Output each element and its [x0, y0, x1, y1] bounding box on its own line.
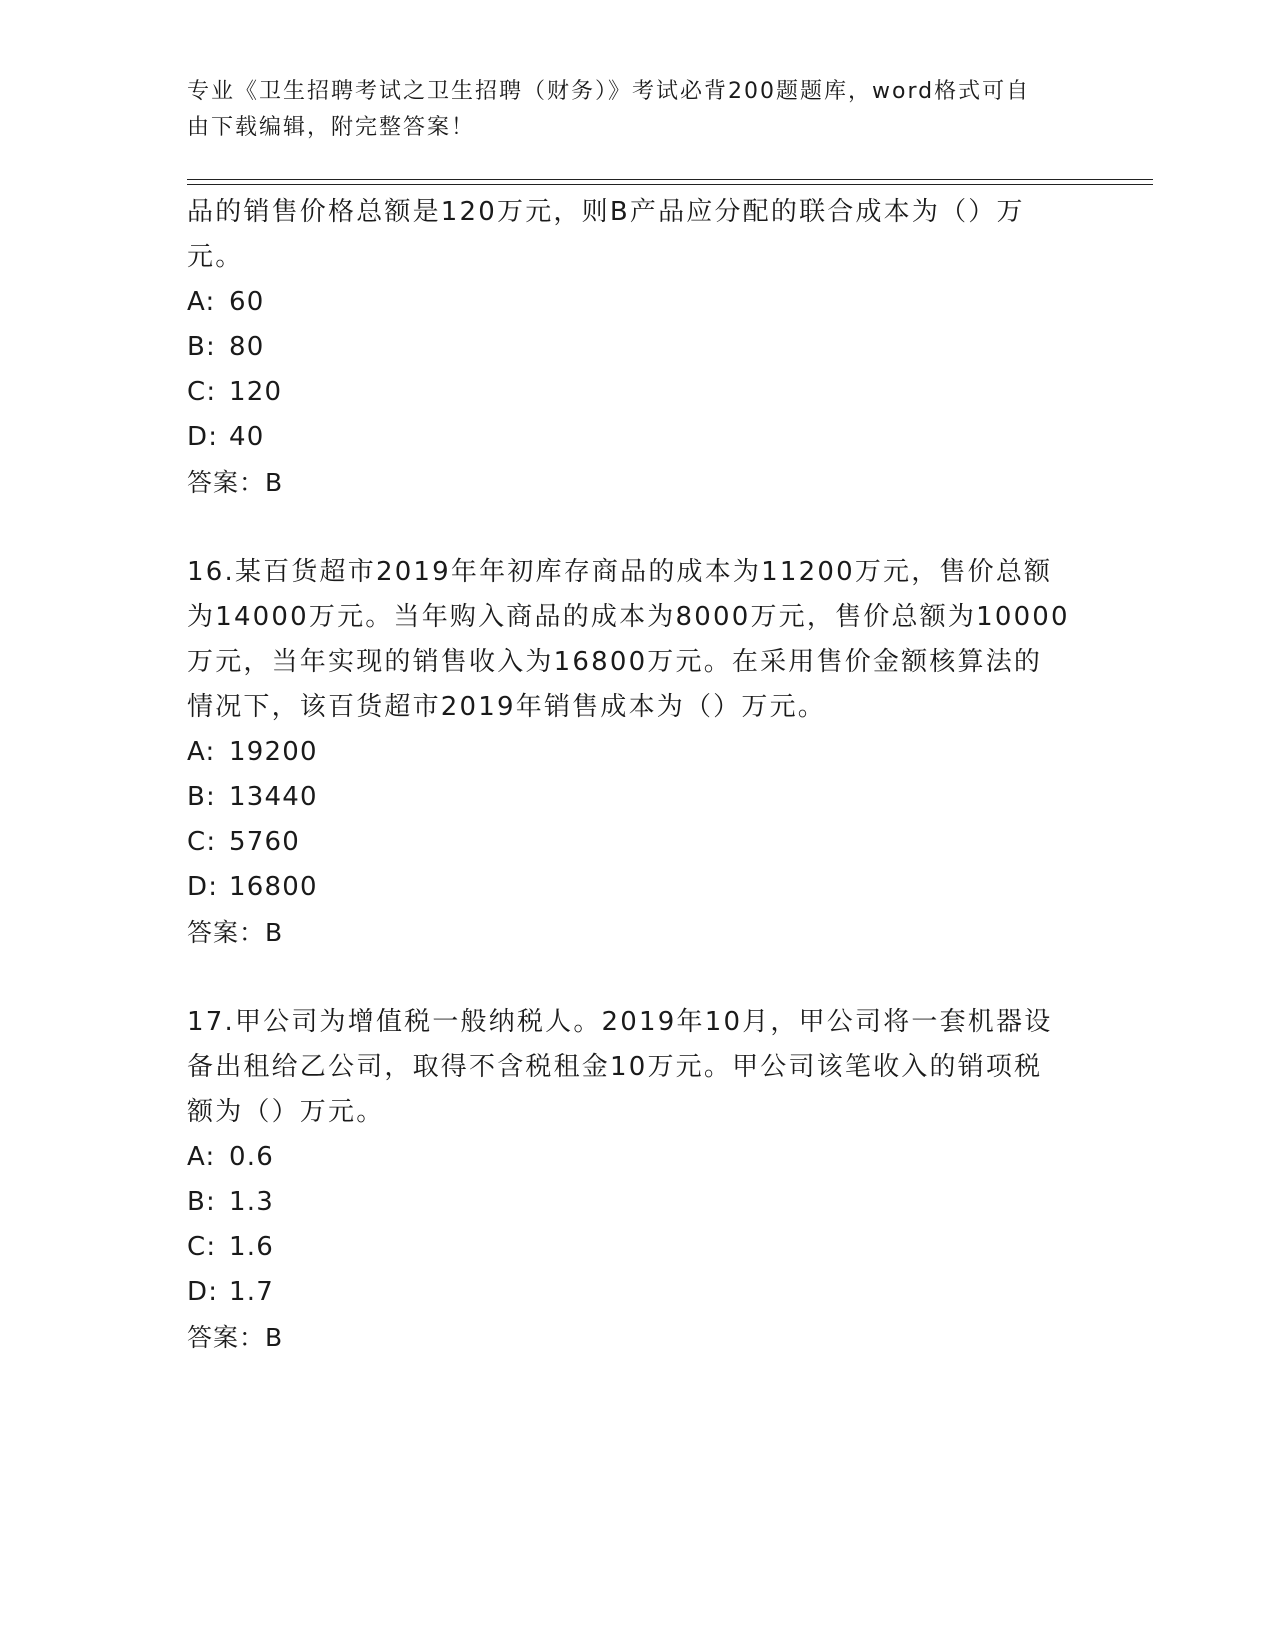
option-c [187, 820, 1087, 865]
option-b [187, 775, 1087, 820]
question-text: 16.某百货超市2019年年初库存商品的成本为11200万元，售价总额 [187, 557, 1053, 587]
option-c [187, 370, 1087, 415]
question-text: 元。 [187, 242, 244, 272]
option-letter: B: [187, 782, 216, 812]
option-value: 40 [229, 422, 265, 452]
option-value: 16800 [229, 872, 318, 902]
option-c [187, 1225, 1087, 1270]
option-letter: B: [187, 332, 216, 362]
option-value: 13440 [229, 782, 318, 812]
answer: 答案：B [187, 1323, 284, 1352]
page-header [187, 74, 1067, 146]
option-letter: C: [187, 827, 217, 857]
option-value: 19200 [229, 737, 318, 767]
option-d [187, 1270, 1087, 1315]
question-block [187, 1000, 1087, 1360]
question-text: 品的销售价格总额是120万元，则B产品应分配的联合成本为（）万 [187, 197, 1025, 227]
option-a [187, 1135, 1087, 1180]
option-letter: C: [187, 377, 217, 407]
option-letter: D: [187, 422, 219, 452]
option-letter: B: [187, 1187, 216, 1217]
question-text: 备出租给乙公司，取得不含税租金10万元。甲公司该笔收入的销项税 [187, 1052, 1043, 1082]
question-text: 17.甲公司为增值税一般纳税人。2019年10月，甲公司将一套机器设 [187, 1007, 1053, 1037]
question-text: 万元，当年实现的销售收入为16800万元。在采用售价金额核算法的 [187, 647, 1043, 677]
question-text: 为14000万元。当年购入商品的成本为8000万元，售价总额为10000 [187, 602, 1070, 632]
header-divider [187, 184, 1153, 185]
header-line: 专业《卫生招聘考试之卫生招聘（财务）》考试必背200题题库，word格式可自 [187, 79, 1031, 104]
option-b [187, 1180, 1087, 1225]
question-text: 额为（）万元。 [187, 1097, 385, 1127]
option-d [187, 415, 1087, 460]
question-list [187, 190, 1087, 1405]
option-value: 0.6 [229, 1142, 274, 1172]
question-block [187, 190, 1087, 505]
option-value: 1.3 [229, 1187, 274, 1217]
option-letter: A: [187, 287, 216, 317]
option-d [187, 865, 1087, 910]
option-letter: A: [187, 1142, 216, 1172]
option-value: 80 [229, 332, 265, 362]
option-value: 60 [229, 287, 265, 317]
answer: 答案：B [187, 918, 284, 947]
question-block [187, 550, 1087, 955]
option-letter: D: [187, 872, 219, 902]
header-line: 由下载编辑，附完整答案！ [187, 115, 476, 140]
option-a [187, 280, 1087, 325]
option-letter: C: [187, 1232, 217, 1262]
option-letter: A: [187, 737, 216, 767]
option-letter: D: [187, 1277, 219, 1307]
option-a [187, 730, 1087, 775]
option-b [187, 325, 1087, 370]
header-divider [187, 179, 1153, 180]
option-value: 1.7 [229, 1277, 274, 1307]
question-text: 情况下，该百货超市2019年销售成本为（）万元。 [187, 692, 826, 722]
answer: 答案：B [187, 468, 284, 497]
option-value: 120 [229, 377, 283, 407]
option-value: 1.6 [229, 1232, 274, 1262]
option-value: 5760 [229, 827, 300, 857]
